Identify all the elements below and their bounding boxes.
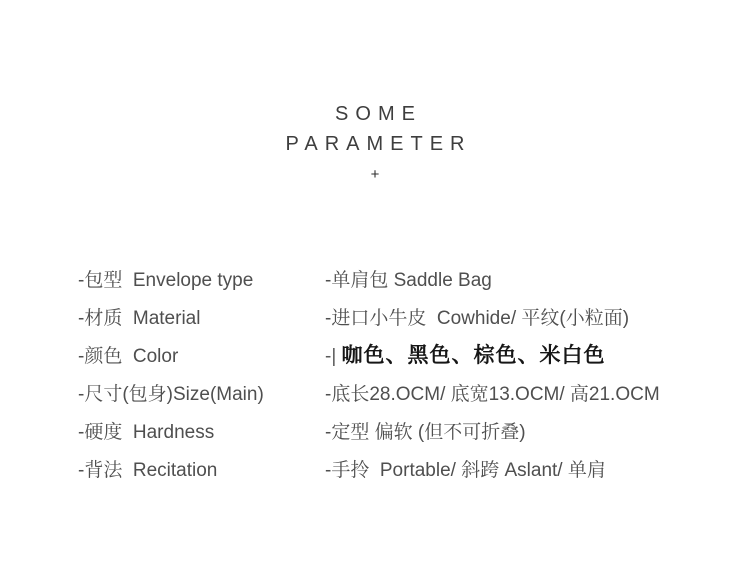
page-title-line2: PARAMETER — [285, 133, 472, 155]
param-label: -背法 Recitation — [78, 459, 218, 481]
page-title-line1: SOME — [335, 103, 422, 125]
parameter-row-envelope-type — [78, 259, 738, 297]
param-value — [325, 339, 606, 369]
param-value: -底长28.OCM/ 底宽13.OCM/ 高21.OCM — [325, 383, 660, 405]
parameter-row-size — [78, 373, 738, 411]
param-label: -硬度 Hardness — [78, 421, 215, 443]
parameter-row-material — [78, 297, 738, 335]
param-value-dash: -| — [325, 346, 342, 367]
parameter-row-hardness — [78, 411, 738, 449]
parameter-row-color — [78, 335, 738, 373]
parameter-list — [78, 259, 738, 487]
param-value: -进口小牛皮 Cowhide/ 平纹(小粒面) — [325, 307, 630, 329]
parameter-row-carry-method — [78, 449, 738, 487]
param-label: -尺寸(包身)Size(Main) — [78, 383, 264, 405]
param-value: -手拎 Portable/ 斜跨 Aslant/ 单肩 — [325, 459, 606, 481]
param-value: -单肩包 Saddle Bag — [325, 269, 492, 291]
page-header — [0, 99, 750, 184]
plus-decoration: + — [370, 166, 380, 183]
param-value-colors: 咖色、黑色、棕色、米白色 — [341, 344, 606, 367]
param-label: -材质 Material — [78, 307, 201, 329]
param-value: -定型 偏软 (但不可折叠) — [325, 421, 526, 443]
param-label: -包型 Envelope type — [78, 269, 254, 291]
param-label: -颜色 Color — [78, 345, 179, 367]
